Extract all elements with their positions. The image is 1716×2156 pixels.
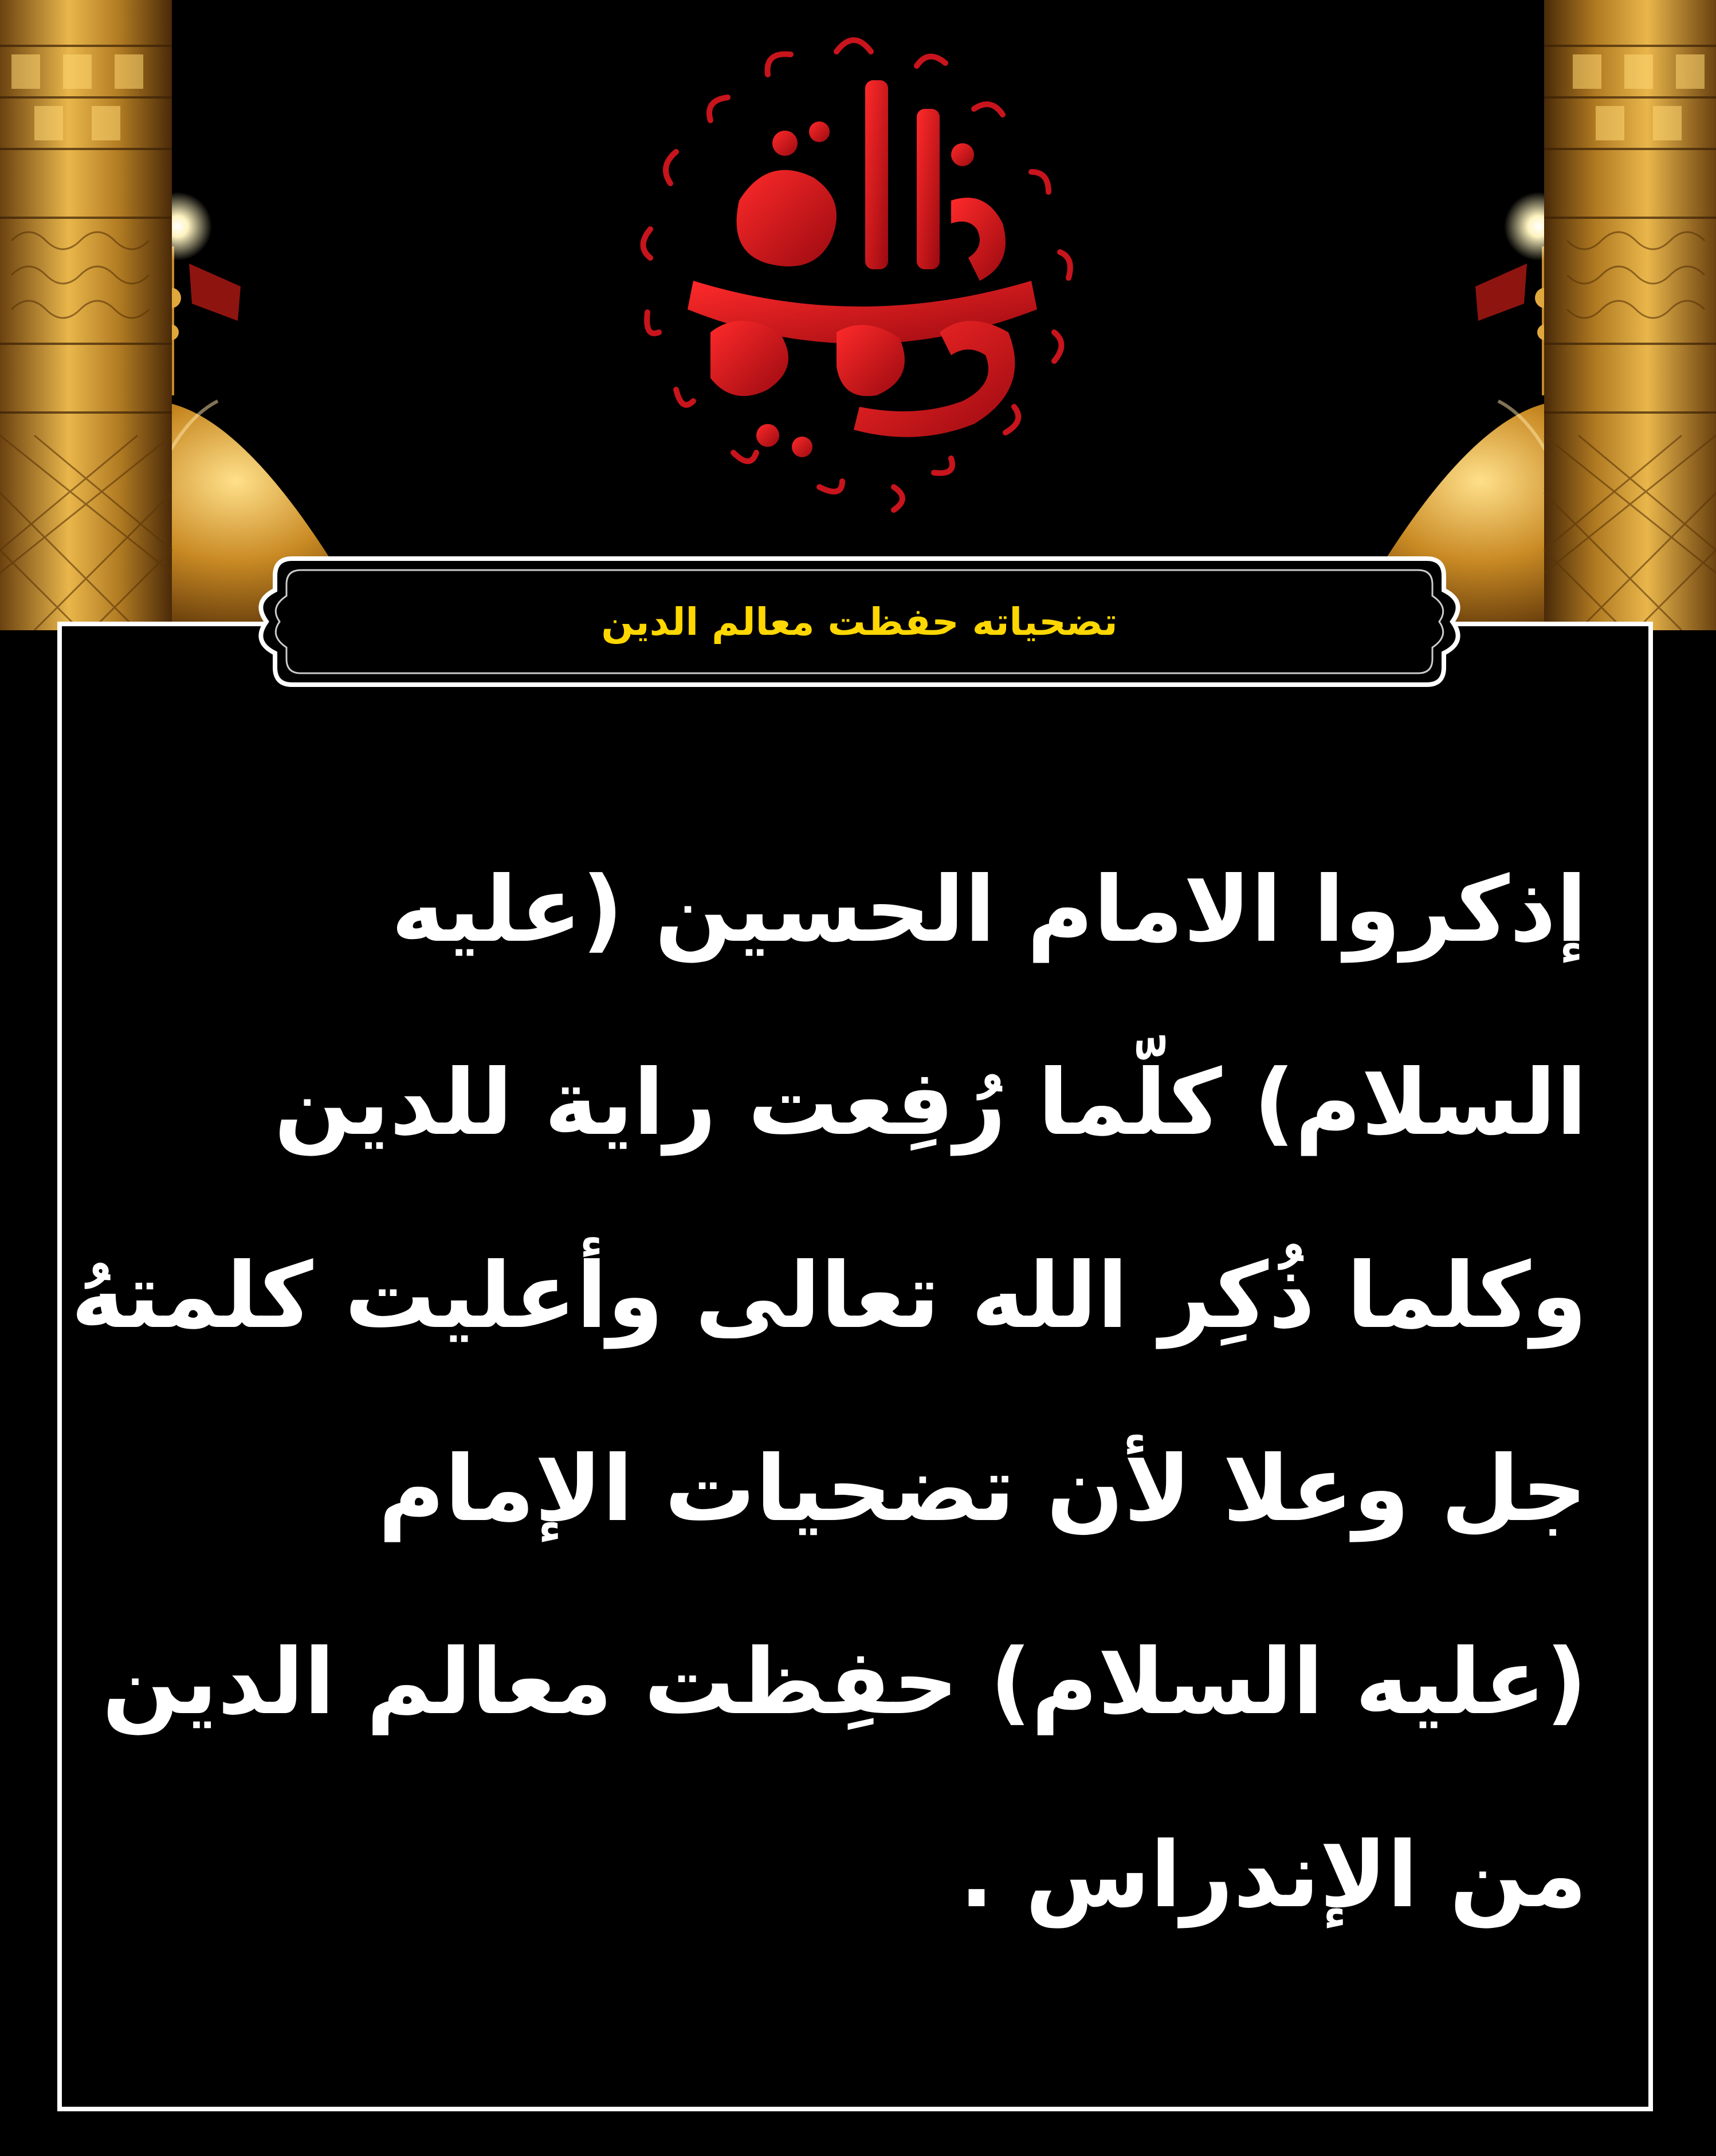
body-line-3: وكلما ذُكِر الله تعالى وأعليت كلمتهُ xyxy=(70,1243,1587,1349)
body-text xyxy=(70,814,1587,1972)
body-line-5: (عليه السلام) حفِظت معالم الدين xyxy=(102,1629,1587,1735)
shrine-right-image xyxy=(1315,0,1716,630)
body-line-4: جل وعلا لأن تضحيات الإمام xyxy=(378,1436,1587,1542)
subtitle-plaque xyxy=(258,550,1461,693)
body-line-2: السلام) كلّما رُفِعت راية للدين xyxy=(274,1050,1587,1156)
ashura-calligraphy-logo xyxy=(596,11,1123,539)
subtitle-text: تضحياته حفظت معالم الدين xyxy=(601,599,1118,644)
body-line-1: إذكروا الامام الحسين (عليه xyxy=(391,857,1587,963)
shrine-left-image xyxy=(0,0,401,630)
body-line-6: من الإندراس . xyxy=(959,1823,1587,1928)
